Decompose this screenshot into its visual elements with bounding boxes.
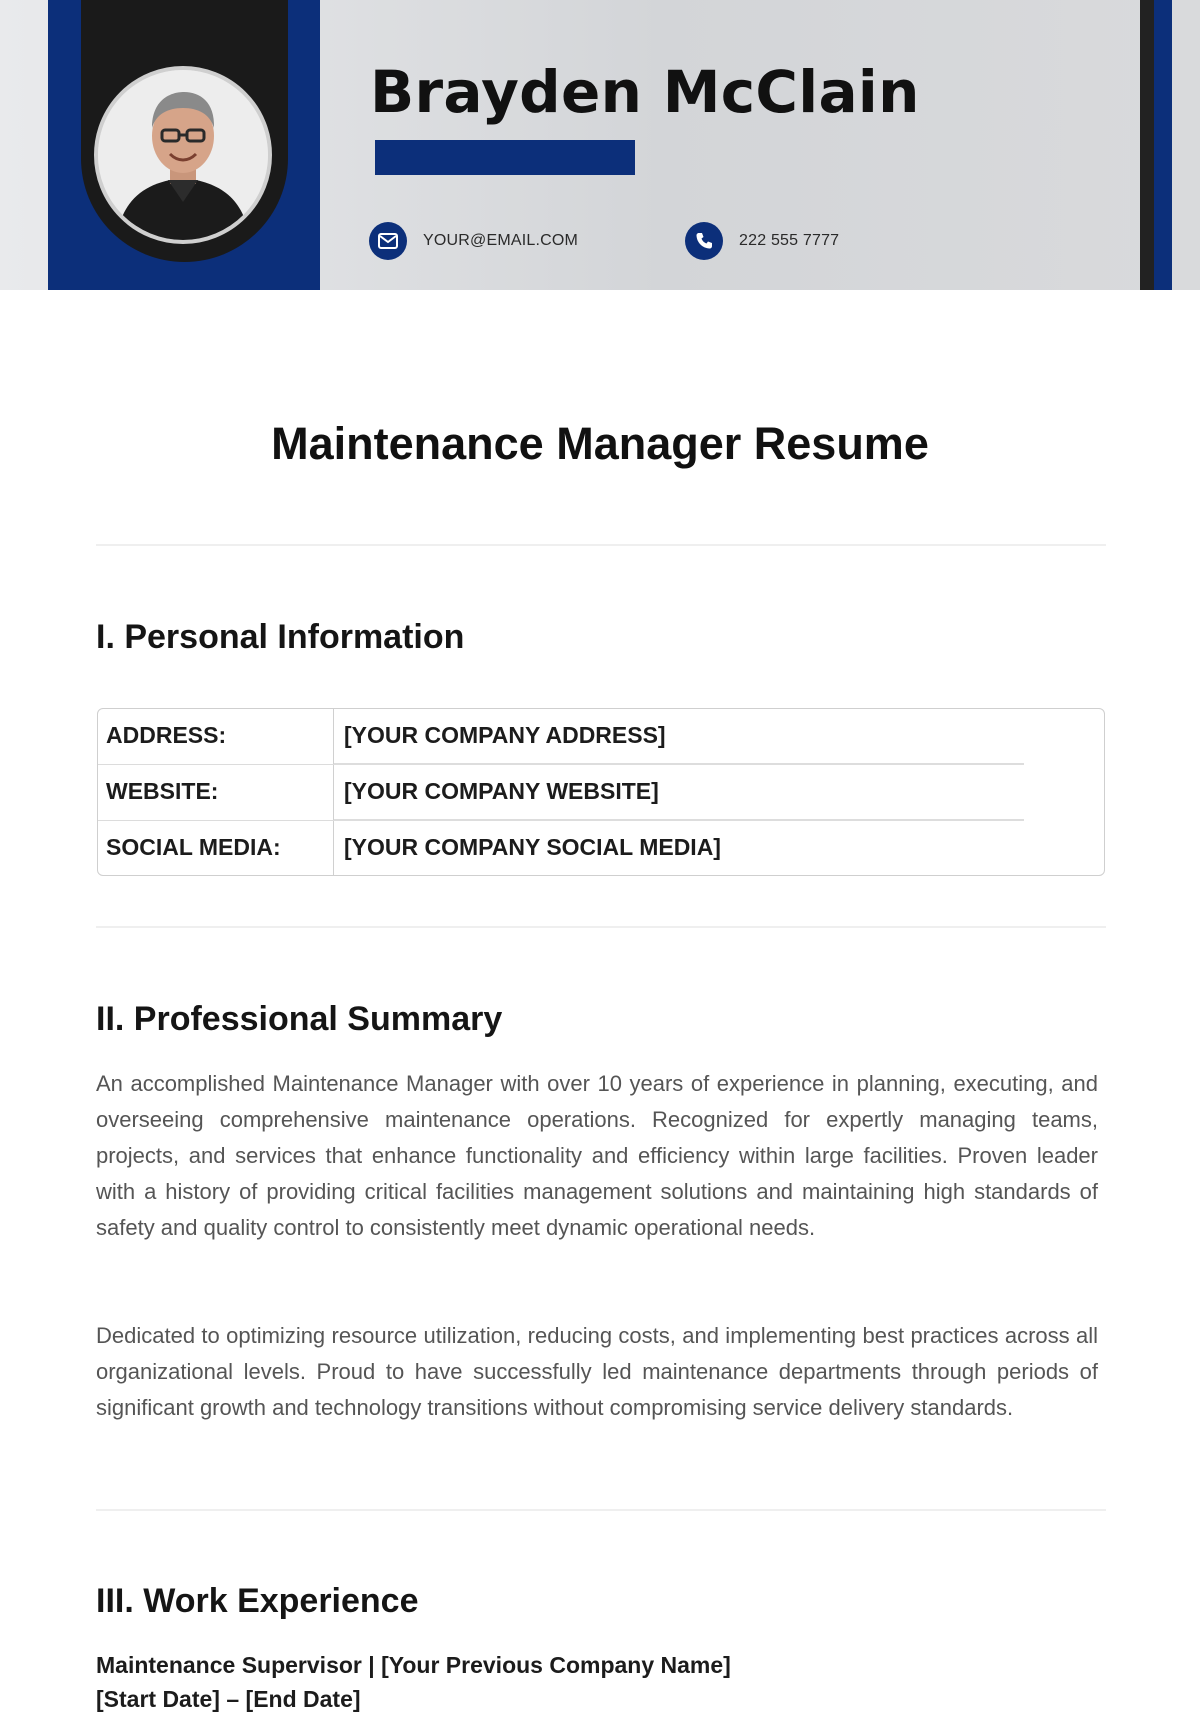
address-label: ADDRESS: [106,722,227,748]
social-media-value: [YOUR COMPANY SOCIAL MEDIA] [344,834,721,860]
header-right-stripe-dark [1140,0,1154,290]
name-accent-bar [375,140,635,175]
email-contact[interactable] [369,222,578,260]
email-text[interactable]: YOUR@EMAIL.COM [423,232,579,249]
profile-photo-icon [98,70,268,240]
website-value: [YOUR COMPANY WEBSITE] [344,778,659,804]
divider [96,1509,1106,1511]
section-heading-professional-summary: II. Professional Summary [96,1000,503,1038]
phone-icon [685,222,723,260]
social-media-label: SOCIAL MEDIA: [106,834,281,860]
summary-paragraph: An accomplished Maintenance Manager with over 10 years of experience in planning, executing, and overseeing comprehensive maintenance operations. Recognized for expertly managing teams, projects, and services that enhance functionality and efficiency within large facilities. Proven leader with a history of providing critical facilities management solutions and maintaining high standards of safety and quality control to consistently meet dynamic operational needs. [96,1071,1098,1240]
website-label: WEBSITE: [106,778,219,804]
job-title-line: Maintenance Supervisor | [Your Previous Company Name] [96,1652,731,1678]
summary-paragraph: Dedicated to optimizing resource utilization, reducing costs, and implementing best practices across all organizational levels. Proud to have successfully led maintenance departments through periods of significant growth and technology transitions without compromising service delivery standards. [96,1323,1098,1420]
table-row [98,821,1104,877]
candidate-name: Brayden McClain [370,58,920,126]
header-right-stripe-blue [1154,0,1172,290]
job-dates: [Start Date] – [End Date] [96,1686,361,1712]
divider [96,544,1106,546]
envelope-icon [369,222,407,260]
resume-header [0,0,1200,290]
avatar [94,66,272,244]
table-row [98,709,1104,765]
section-heading-personal-info: I. Personal Information [96,618,465,656]
phone-text[interactable]: 222 555 7777 [739,232,840,249]
address-value: [YOUR COMPANY ADDRESS] [344,722,666,748]
divider [96,926,1106,928]
document-title: Maintenance Manager Resume [271,418,929,469]
personal-info-table [97,708,1105,876]
section-heading-work-experience: III. Work Experience [96,1582,419,1620]
table-row [98,765,1104,821]
phone-contact[interactable] [685,222,839,260]
